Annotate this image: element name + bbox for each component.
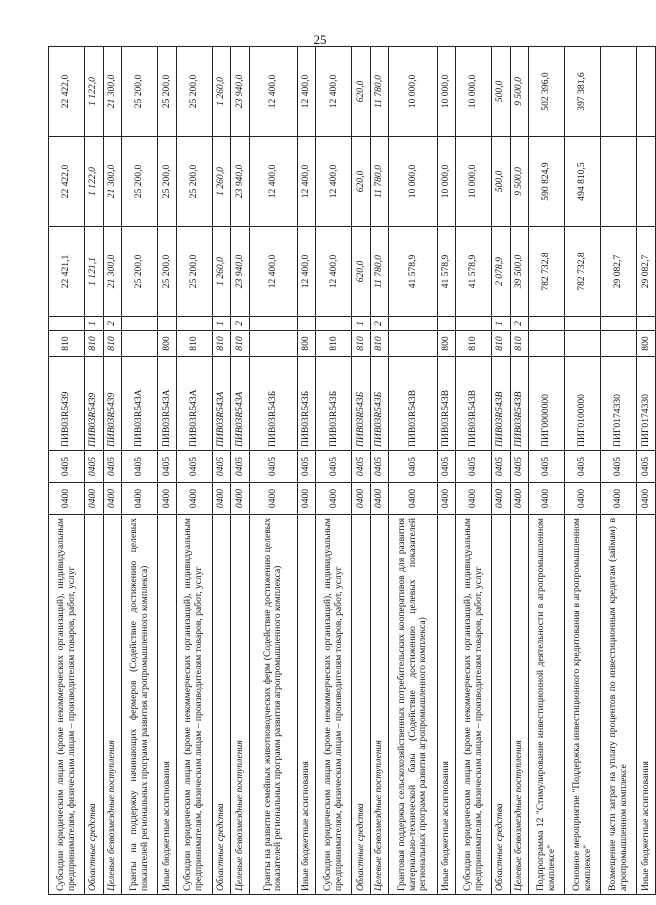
cell-expense-type: 810 — [176, 331, 212, 357]
cell-rz-code: 0405 — [637, 451, 656, 483]
cell-gr-code: 0400 — [389, 483, 437, 515]
cell-expense-type: 810 — [49, 331, 85, 357]
cell-amount-year-2: 12 400,0 — [316, 137, 352, 227]
table-row — [389, 47, 437, 895]
row-description: Областные средства — [492, 515, 511, 895]
cell-amount-year-1: 39 500,0 — [510, 227, 529, 317]
cell-amount-year-1: 12 400,0 — [249, 227, 297, 317]
cell-amount-year-3: 23 940,0 — [231, 47, 250, 137]
cell-gr-code: 0400 — [103, 483, 122, 515]
cell-source — [437, 317, 456, 331]
cell-target-article: ПИВ03R543Б — [352, 357, 371, 451]
table-row — [212, 47, 231, 895]
cell-source — [601, 317, 637, 331]
budget-table — [48, 46, 656, 895]
cell-amount-year-3: 21 300,0 — [103, 47, 122, 137]
cell-source — [456, 317, 492, 331]
cell-target-article: ПИГ0174330 — [637, 357, 656, 451]
cell-rz-code: 0405 — [158, 451, 177, 483]
cell-source — [176, 317, 212, 331]
table-row — [158, 47, 177, 895]
cell-gr-code: 0400 — [176, 483, 212, 515]
cell-rz-code: 0405 — [316, 451, 352, 483]
cell-amount-year-1: 41 578,9 — [437, 227, 456, 317]
cell-gr-code: 0400 — [85, 483, 104, 515]
cell-amount-year-2: 22 422,0 — [49, 137, 85, 227]
cell-gr-code: 0400 — [529, 483, 565, 515]
table-row — [492, 47, 511, 895]
cell-gr-code: 0400 — [352, 483, 371, 515]
cell-target-article: ПИВ03R543Б — [297, 357, 316, 451]
cell-gr-code: 0400 — [637, 483, 656, 515]
cell-amount-year-2: 12 400,0 — [249, 137, 297, 227]
cell-target-article: ПИВ03R543А — [158, 357, 177, 451]
cell-expense-type: 800 — [297, 331, 316, 357]
cell-amount-year-2: 590 824,9 — [529, 137, 565, 227]
cell-amount-year-3: 1 122,0 — [85, 47, 104, 137]
cell-amount-year-2: 10 000,0 — [456, 137, 492, 227]
cell-amount-year-1: 1 121,1 — [85, 227, 104, 317]
cell-amount-year-1: 782 732,8 — [529, 227, 565, 317]
cell-amount-year-1: 11 780,0 — [370, 227, 389, 317]
cell-target-article: ПИВ03R543Б — [316, 357, 352, 451]
row-description: Целевые безвозмездные поступления — [103, 515, 122, 895]
cell-amount-year-3: 10 000,0 — [437, 47, 456, 137]
cell-gr-code: 0400 — [122, 483, 158, 515]
cell-expense-type: 810 — [231, 331, 250, 357]
cell-amount-year-2: 25 200,0 — [176, 137, 212, 227]
table-row — [231, 47, 250, 895]
cell-expense-type — [249, 331, 297, 357]
cell-rz-code: 0405 — [49, 451, 85, 483]
table-row — [437, 47, 456, 895]
row-description: Иные бюджетные ассигнования — [297, 515, 316, 895]
cell-expense-type: 810 — [352, 331, 371, 357]
cell-gr-code: 0400 — [316, 483, 352, 515]
cell-gr-code: 0400 — [565, 483, 601, 515]
cell-source: 1 — [352, 317, 371, 331]
cell-rz-code: 0405 — [297, 451, 316, 483]
cell-target-article: ПИВ03R543В — [437, 357, 456, 451]
cell-rz-code: 0405 — [103, 451, 122, 483]
page-number: 25 — [313, 32, 327, 47]
cell-source — [122, 317, 158, 331]
cell-rz-code: 0405 — [565, 451, 601, 483]
row-description: Иные бюджетные ассигнования — [158, 515, 177, 895]
table-row — [176, 47, 212, 895]
cell-amount-year-3: 11 780,0 — [370, 47, 389, 137]
row-description: Субсидии юридическим лицам (кроме некоммерческих организаций), индивидуальным предпринимателям, физическим лицам – производителям товаров, работ, услуг — [49, 515, 85, 895]
cell-target-article: ПИВ03R543А — [212, 357, 231, 451]
cell-source — [637, 317, 656, 331]
cell-target-article: ПИВ03R543А — [176, 357, 212, 451]
cell-rz-code: 0405 — [352, 451, 371, 483]
cell-expense-type: 800 — [158, 331, 177, 357]
cell-expense-type: 810 — [510, 331, 529, 357]
table-row — [352, 47, 371, 895]
cell-source — [49, 317, 85, 331]
cell-target-article: ПИВ03R543В — [389, 357, 437, 451]
table-row — [510, 47, 529, 895]
cell-target-article: ПИГ0100000 — [565, 357, 601, 451]
cell-gr-code: 0400 — [370, 483, 389, 515]
cell-target-article: ПИВ03R543Б — [370, 357, 389, 451]
cell-expense-type: 810 — [492, 331, 511, 357]
cell-amount-year-2: 620,0 — [352, 137, 371, 227]
cell-amount-year-1: 2 078,9 — [492, 227, 511, 317]
cell-amount-year-2: 21 300,0 — [103, 137, 122, 227]
row-description: Подпрограмма 12 "Стимулирование инвестиционной деятельности в агропромышленном комплексе" — [529, 515, 565, 895]
cell-amount-year-3: 12 400,0 — [316, 47, 352, 137]
cell-amount-year-1: 1 260,0 — [212, 227, 231, 317]
cell-source — [297, 317, 316, 331]
cell-source: 1 — [85, 317, 104, 331]
cell-amount-year-1: 29 082,7 — [601, 227, 637, 317]
cell-amount-year-3: 397 381,6 — [565, 47, 601, 137]
cell-rz-code: 0405 — [492, 451, 511, 483]
cell-amount-year-3: 25 200,0 — [158, 47, 177, 137]
cell-rz-code: 0405 — [249, 451, 297, 483]
cell-target-article: ПИВ03R543А — [231, 357, 250, 451]
cell-amount-year-3: 12 400,0 — [249, 47, 297, 137]
cell-rz-code: 0405 — [85, 451, 104, 483]
cell-source — [158, 317, 177, 331]
cell-amount-year-2: 494 810,5 — [565, 137, 601, 227]
cell-source: 1 — [212, 317, 231, 331]
cell-amount-year-3: 25 200,0 — [176, 47, 212, 137]
cell-amount-year-3: 10 000,0 — [389, 47, 437, 137]
cell-amount-year-3: 1 260,0 — [212, 47, 231, 137]
cell-amount-year-2: 500,0 — [492, 137, 511, 227]
cell-gr-code: 0400 — [492, 483, 511, 515]
cell-amount-year-1: 620,0 — [352, 227, 371, 317]
table-row — [122, 47, 158, 895]
row-description: Субсидии юридическим лицам (кроме некоммерческих организаций), индивидуальным предпринимателям, физическим лицам – производителям товаров, работ, услуг — [456, 515, 492, 895]
cell-gr-code: 0400 — [249, 483, 297, 515]
row-description: Областные средства — [352, 515, 371, 895]
cell-amount-year-3: 25 200,0 — [122, 47, 158, 137]
cell-amount-year-2: 10 000,0 — [437, 137, 456, 227]
cell-source: 2 — [231, 317, 250, 331]
row-description: Основное мероприятие "Поддержка инвестиционного кредитования в агропромышленном комплексе" — [565, 515, 601, 895]
table-row — [529, 47, 565, 895]
cell-amount-year-2: 9 500,0 — [510, 137, 529, 227]
row-description: Грантовая поддержка сельскохозяйственных потребительских кооперативов для развития материально-технической базы (Содействие достижению целевых показателей региональных программ развития агропромышленного комплекса) — [389, 515, 437, 895]
cell-rz-code: 0405 — [456, 451, 492, 483]
cell-source — [249, 317, 297, 331]
cell-expense-type: 810 — [103, 331, 122, 357]
row-description: Иные бюджетные ассигнования — [437, 515, 456, 895]
cell-amount-year-1: 23 940,0 — [231, 227, 250, 317]
cell-amount-year-1: 25 200,0 — [158, 227, 177, 317]
cell-amount-year-1: 21 300,0 — [103, 227, 122, 317]
cell-target-article: ПИВ03R543В — [492, 357, 511, 451]
cell-target-article: ПИГ0000000 — [529, 357, 565, 451]
cell-amount-year-3: 620,0 — [352, 47, 371, 137]
cell-amount-year-2 — [601, 137, 637, 227]
cell-amount-year-2: 12 400,0 — [297, 137, 316, 227]
row-description: Субсидии юридическим лицам (кроме некоммерческих организаций), индивидуальным предпринимателям, физическим лицам – производителям товаров, работ, услуг — [176, 515, 212, 895]
cell-expense-type — [389, 331, 437, 357]
cell-rz-code: 0405 — [212, 451, 231, 483]
cell-target-article: ПИВ03R5439 — [103, 357, 122, 451]
row-description: Иные бюджетные ассигнования — [637, 515, 656, 895]
cell-target-article: ПИВ03R543В — [510, 357, 529, 451]
cell-amount-year-3 — [601, 47, 637, 137]
cell-source — [529, 317, 565, 331]
cell-expense-type: 810 — [456, 331, 492, 357]
cell-gr-code: 0400 — [49, 483, 85, 515]
row-description: Областные средства — [85, 515, 104, 895]
cell-source — [316, 317, 352, 331]
cell-expense-type: 800 — [637, 331, 656, 357]
cell-expense-type — [601, 331, 637, 357]
cell-amount-year-2: 23 940,0 — [231, 137, 250, 227]
row-description: Гранты на развитие семейных животноводческих ферм (Содействие достижению целевых показателей региональных программ развития агропромышленного комплекса) — [249, 515, 297, 895]
cell-amount-year-2: 25 200,0 — [158, 137, 177, 227]
table-row — [103, 47, 122, 895]
cell-rz-code: 0405 — [510, 451, 529, 483]
row-description: Целевые безвозмездные поступления — [370, 515, 389, 895]
cell-source — [389, 317, 437, 331]
cell-gr-code: 0400 — [158, 483, 177, 515]
cell-amount-year-1: 41 578,9 — [456, 227, 492, 317]
row-description: Целевые безвозмездные поступления — [510, 515, 529, 895]
cell-rz-code: 0405 — [529, 451, 565, 483]
row-description: Гранты на поддержку начинающих фермеров (Содействие достижению целевых показателей региональных программ развития агропромышленного комплекса) — [122, 515, 158, 895]
cell-gr-code: 0400 — [212, 483, 231, 515]
cell-amount-year-1: 25 200,0 — [122, 227, 158, 317]
cell-gr-code: 0400 — [437, 483, 456, 515]
cell-amount-year-3: 10 000,0 — [456, 47, 492, 137]
cell-source: 2 — [510, 317, 529, 331]
table-row — [316, 47, 352, 895]
cell-expense-type: 810 — [85, 331, 104, 357]
row-description: Возмещение части затрат на уплату процентов по инвестиционным кредитам (займам) в агропромышленном комплексе — [601, 515, 637, 895]
cell-gr-code: 0400 — [601, 483, 637, 515]
cell-amount-year-3 — [637, 47, 656, 137]
cell-gr-code: 0400 — [297, 483, 316, 515]
cell-amount-year-1: 22 421,1 — [49, 227, 85, 317]
cell-amount-year-1: 41 578,9 — [389, 227, 437, 317]
cell-amount-year-2: 1 122,0 — [85, 137, 104, 227]
cell-amount-year-1: 12 400,0 — [297, 227, 316, 317]
cell-amount-year-2: 11 780,0 — [370, 137, 389, 227]
cell-target-article: ПИВ03R5439 — [49, 357, 85, 451]
cell-amount-year-3: 500,0 — [492, 47, 511, 137]
cell-expense-type — [122, 331, 158, 357]
cell-source: 2 — [103, 317, 122, 331]
cell-rz-code: 0405 — [176, 451, 212, 483]
cell-expense-type: 810 — [370, 331, 389, 357]
cell-source: 2 — [370, 317, 389, 331]
cell-source — [565, 317, 601, 331]
cell-gr-code: 0400 — [510, 483, 529, 515]
cell-target-article: ПИГ0174330 — [601, 357, 637, 451]
cell-rz-code: 0405 — [437, 451, 456, 483]
table-row — [456, 47, 492, 895]
table-body — [49, 47, 656, 895]
cell-rz-code: 0405 — [122, 451, 158, 483]
cell-gr-code: 0400 — [231, 483, 250, 515]
cell-source: 1 — [492, 317, 511, 331]
cell-rz-code: 0405 — [370, 451, 389, 483]
cell-amount-year-3: 502 396,0 — [529, 47, 565, 137]
row-description: Субсидии юридическим лицам (кроме некоммерческих организаций), индивидуальным предпринимателям, физическим лицам – производителям товаров, работ, услуг — [316, 515, 352, 895]
table-row — [49, 47, 85, 895]
cell-amount-year-1: 25 200,0 — [176, 227, 212, 317]
cell-amount-year-2: 1 260,0 — [212, 137, 231, 227]
cell-expense-type — [565, 331, 601, 357]
cell-expense-type: 810 — [212, 331, 231, 357]
cell-expense-type — [529, 331, 565, 357]
table-row — [370, 47, 389, 895]
table-row — [637, 47, 656, 895]
cell-expense-type: 800 — [437, 331, 456, 357]
table-row — [297, 47, 316, 895]
rotated-table-container — [48, 47, 656, 895]
table-row — [601, 47, 637, 895]
cell-amount-year-1: 782 732,8 — [565, 227, 601, 317]
cell-rz-code: 0405 — [231, 451, 250, 483]
cell-amount-year-2 — [637, 137, 656, 227]
row-description: Областные средства — [212, 515, 231, 895]
cell-amount-year-2: 25 200,0 — [122, 137, 158, 227]
cell-gr-code: 0400 — [456, 483, 492, 515]
cell-amount-year-3: 12 400,0 — [297, 47, 316, 137]
cell-rz-code: 0405 — [389, 451, 437, 483]
cell-amount-year-1: 29 082,7 — [637, 227, 656, 317]
cell-target-article: ПИВ03R543А — [122, 357, 158, 451]
cell-target-article: ПИВ03R543В — [456, 357, 492, 451]
cell-amount-year-1: 12 400,0 — [316, 227, 352, 317]
row-description: Целевые безвозмездные поступления — [231, 515, 250, 895]
cell-amount-year-3: 22 422,0 — [49, 47, 85, 137]
cell-amount-year-2: 10 000,0 — [389, 137, 437, 227]
cell-amount-year-3: 9 500,0 — [510, 47, 529, 137]
table-row — [565, 47, 601, 895]
cell-rz-code: 0405 — [601, 451, 637, 483]
cell-expense-type: 810 — [316, 331, 352, 357]
table-row — [249, 47, 297, 895]
table-row — [85, 47, 104, 895]
cell-target-article: ПИВ03R5439 — [85, 357, 104, 451]
cell-target-article: ПИВ03R543Б — [249, 357, 297, 451]
